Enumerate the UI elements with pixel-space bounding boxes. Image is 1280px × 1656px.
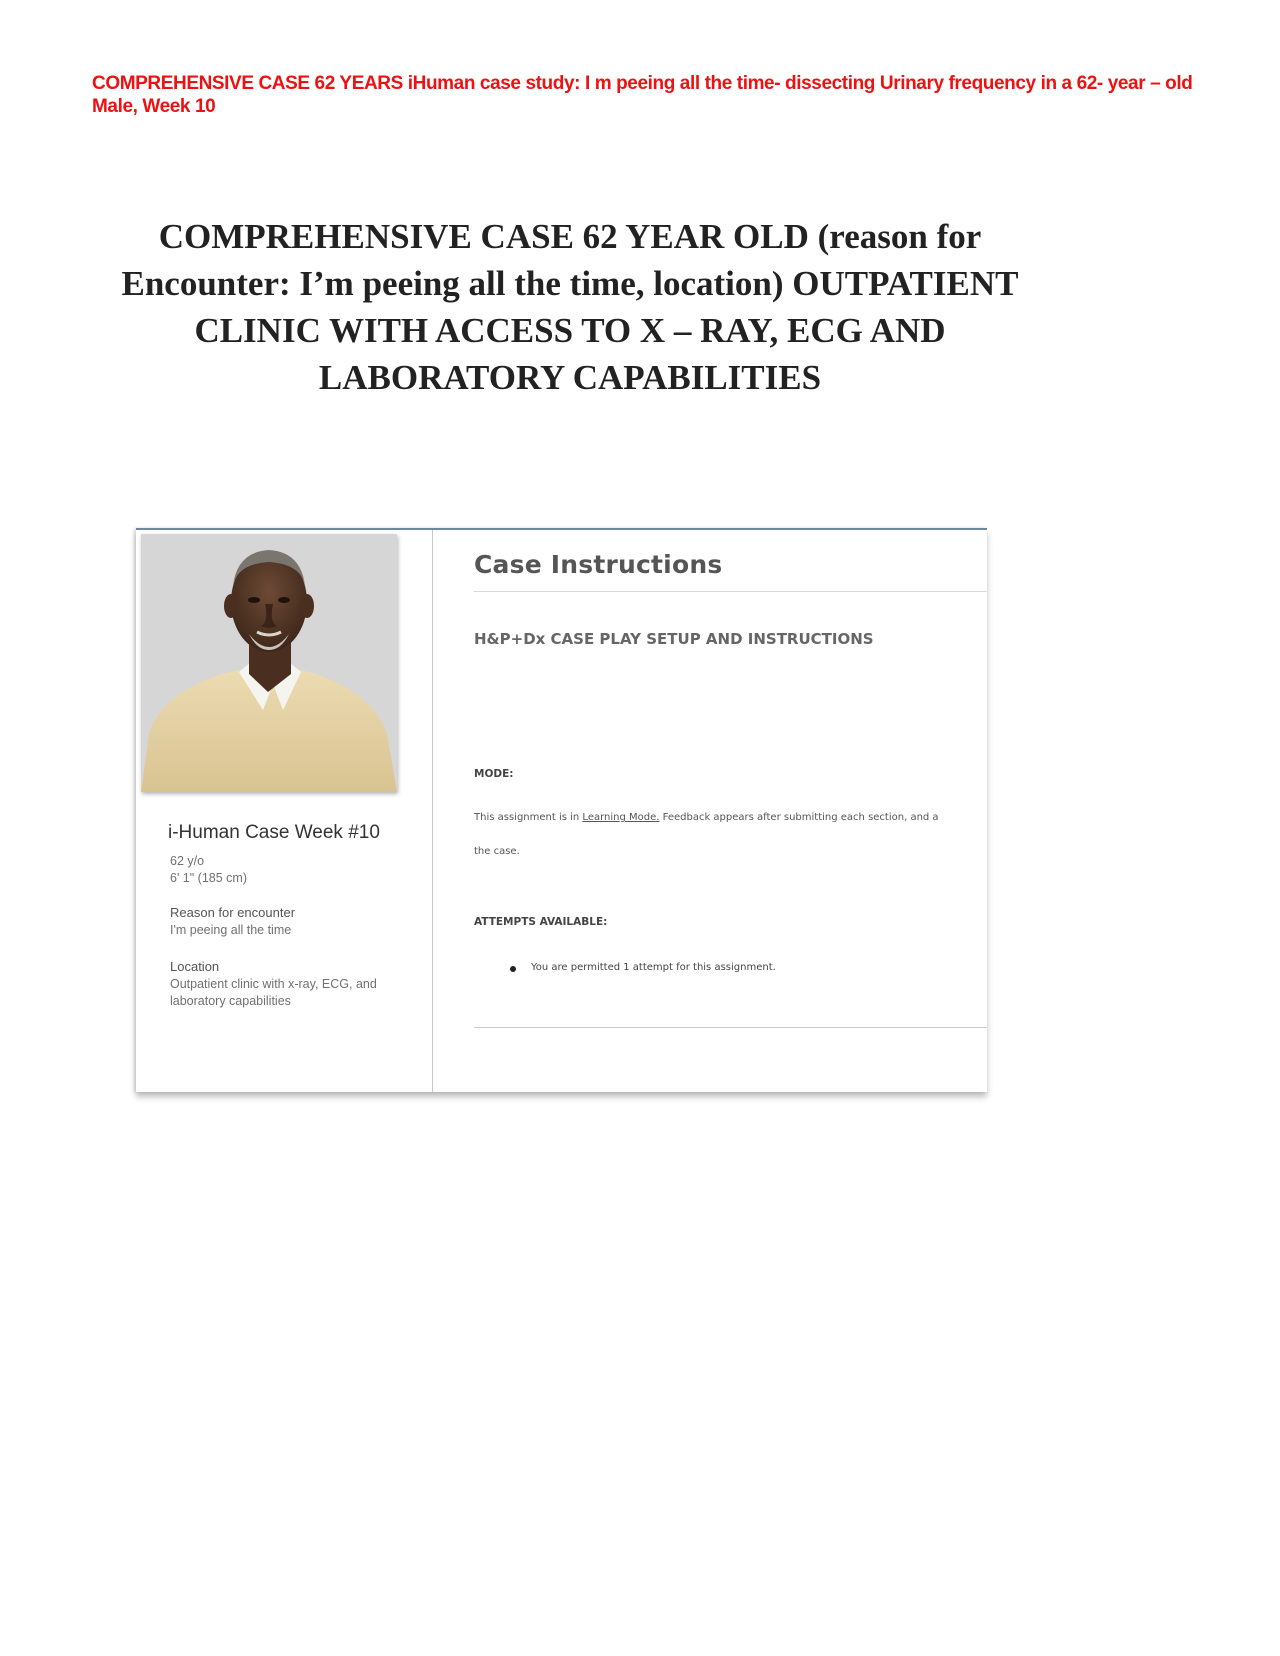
patient-height: 6' 1" (185 cm): [170, 871, 247, 885]
mode-text-post: Feedback appears after submitting each section, and a: [659, 812, 939, 823]
patient-card: [136, 530, 433, 1092]
attempts-label: ATTEMPTS AVAILABLE:: [474, 916, 608, 928]
location-value-line1: Outpatient clinic with x-ray, ECG, and: [170, 977, 377, 991]
bottom-divider: [474, 1027, 987, 1028]
patient-age: 62 y/o: [170, 854, 205, 868]
learning-mode-link[interactable]: Learning Mode.: [582, 812, 660, 823]
location-label: Location: [170, 959, 220, 974]
main-title: COMPREHENSIVE CASE 62 YEAR OLD (reason for Encounter: I’m peeing all the time, location) OUTPATIENT CLINIC WITH ACCESS TO X – RAY, ECG AND LABORATORY CAPABILITIES: [121, 217, 1019, 397]
mode-text: [474, 812, 939, 823]
bullet-icon: [510, 966, 516, 972]
location-value-line2: laboratory capabilities: [170, 994, 291, 1008]
patient-avatar: [141, 534, 397, 792]
patient-avatar-illustration: [141, 534, 397, 792]
title-divider: [474, 591, 987, 592]
mode-text-pre: This assignment is in: [474, 812, 583, 823]
reason-value: I'm peeing all the time: [170, 923, 292, 937]
case-screenshot: [136, 528, 987, 1092]
reason-label: Reason for encounter: [170, 905, 296, 920]
case-name: i-Human Case Week #10: [168, 822, 380, 843]
setup-heading: H&P+Dx CASE PLAY SETUP AND INSTRUCTIONS: [474, 630, 874, 648]
mode-text-line2: the case.: [474, 846, 520, 857]
attempts-bullet-text: You are permitted 1 attempt for this assignment.: [531, 962, 776, 973]
case-instructions-title: Case Instructions: [474, 550, 723, 579]
red-header-title: COMPREHENSIVE CASE 62 YEARS iHuman case study: I m peeing all the time- dissecting Urinary frequency in a 62- year – old Male, Week 10: [92, 73, 1193, 117]
case-instructions-panel: [434, 530, 987, 1092]
mode-label: MODE:: [474, 768, 514, 780]
